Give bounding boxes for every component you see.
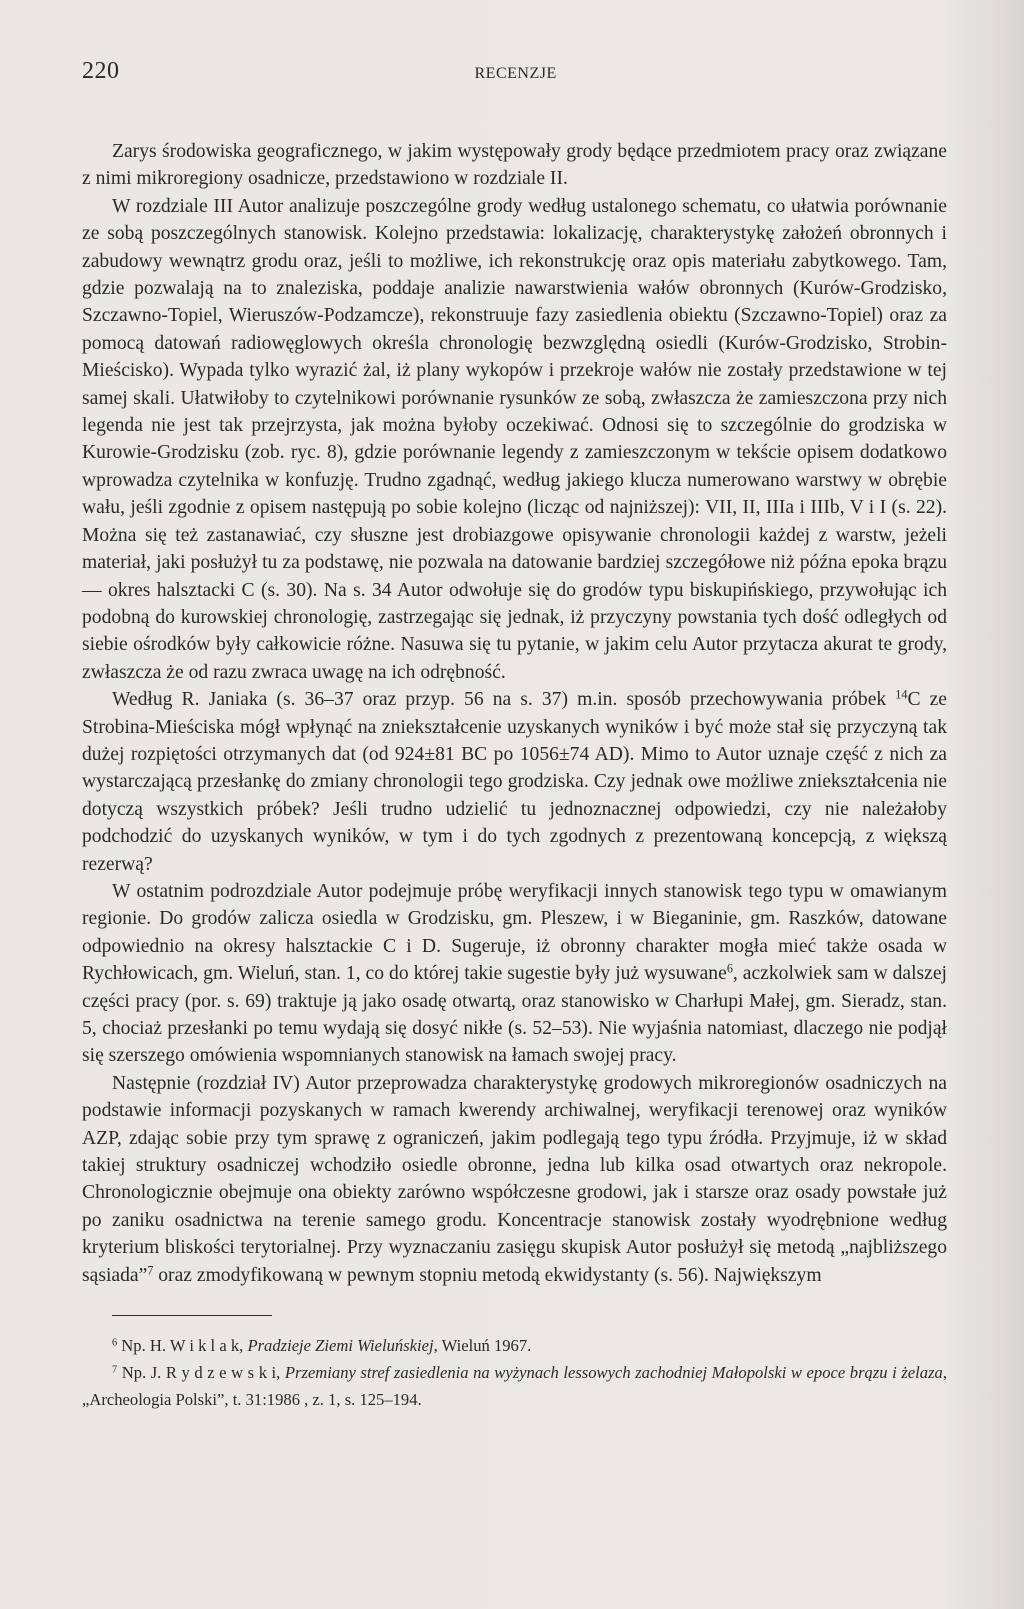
paragraph [82, 878, 947, 1070]
footnote-marker: 7 [147, 1262, 154, 1277]
text-run: Zarys środowiska geograficznego, w jakim występowały grody będące przedmiotem pracy oraz związane z nimi mikroregiony osadnicze, przedstawiono w rozdziale II. [82, 141, 947, 190]
footnotes [82, 1332, 947, 1413]
footnote [82, 1332, 947, 1359]
italic-text: Pradzieje Ziemi Wieluńskiej [247, 1336, 434, 1356]
page-header [82, 58, 947, 98]
text-run: , Wieluń 1967. [433, 1336, 532, 1356]
text-run: oraz zmodyfikowaną w pewnym stopniu metodą ekwidystanty (s. 56). Największym [153, 1264, 822, 1286]
running-head: RECENZJE [474, 65, 557, 82]
footnote-marker: 14 [895, 687, 908, 702]
footnote-marker: 6 [726, 961, 733, 976]
text-run: W ostatnim podrozdziale Autor podejmuje próbę weryfikacji innych stanowisk tego typu w omawianym regionie. Do grodów zalicza osiedla w Grodzisku, gm. Pleszew, i w Bieganinie, gm. Raszków, datowane odpowiednio na okresy halsztackie C i D. Sugeruje, iż obronny charakter mogła mieć także osada w Rychłowicach, gm. Wieluń, stan. 1, co do której takie sugestie były już wysuwane [82, 880, 947, 985]
italic-text: Przemiany stref zasiedlenia na wyżynach lessowych zachodniej Małopolski w epoce brązu i żelaza [284, 1363, 943, 1383]
text-run: W rozdziale III Autor analizuje poszczególne grody według ustalonego schematu, co ułatwia porównanie ze sobą poszczególnych stanowisk. Kolejno przedstawia: lokalizację, charakterystykę założeń obronnych i zabudowy wewnątrz grodu oraz, jeśli to możliwe, ich rekonstrukcję oraz opis materiału zabytkowego. Tam, gdzie pozwalają na to znaleziska, poddaje analizie nawarstwienia wałów obronnych (Kurów-Grodzisko, Szczawno-Topiel, Wieruszów-Podzamcze), rekonstruuje fazy zasiedlenia obiektu (Szczawno-Topiel) oraz za pomocą datowań radiowęglowych określa chronologię bezwzględną osiedli (Kurów-Grodzisko, Strobin-Mieścisko). Wypada tylko wyrazić żal, iż plany wykopów i przekroje wałów nie zostały przedstawione w tej samej skali. Ułatwiłoby to czytelnikowi porównanie rysunków ze sobą, zwłaszcza że zamieszczona przy nich legenda nie jest tak przejrzysta, jak można byłoby oczekiwać. Odnosi się to szczególnie do grodziska w Kurowie-Grodzisku (zob. ryc. 8), gdzie porównanie legendy z zamieszczonym w tekście opisem dodatkowo wprowadza czytelnika w konfuzję. Trudno zgadnąć, według jakiego klucza numerowano warstwy w obrębie wału, jeśli zgodnie z opisem następują po sobie kolejno (licząc od najniższej): VII, II, IIIa i IIIb, V i I (s. 22). Można się też zastanawiać, czy słuszne jest drobiazgowe opisywanie chronologii każdej z warstw, jeżeli materiał, jaki posłużył tu za podstawę, nie pozwala na datowanie bardziej szczegółowe niż późna epoka brązu — okres halsztacki C (s. 30). Na s. 34 Autor odwołuje się do grodów typu biskupińskiego, przywołując ich podobną do kurowskiej chronologię, zastrzegając się jednak, iż przyczyny powstania tych dość odległych od siebie ośrodków były całkowicie różne. Nasuwa się tu pytanie, w jakim celu Autor przytacza akurat te grody, zwłaszcza że od razu zwraca uwagę na ich odrębność. [82, 195, 947, 683]
page-number: 220 [82, 58, 120, 84]
text-run: Według R. Janiaka (s. 36–37 oraz przyp. 56 na s. 37) m.in. sposób przechowywania próbek [112, 689, 896, 711]
footnote-marker: 7 [112, 1364, 118, 1376]
paragraph [82, 1070, 947, 1289]
footnote-separator [112, 1315, 272, 1316]
footnote-marker: 6 [112, 1337, 118, 1349]
text-run: C ze Strobina-Mieściska mógł wpłynąć na zniekształcenie uzyskanych wyników i być może stał się przyczyną tak dużej rozpiętości otrzymanych dat (od 924±81 BC po 1056±74 AD). Mimo to Autor uznaje część z nich za wystarczającą przesłankę do zmiany chronologii tego grodziska. Czy jednak owe możliwe zniekształcenia nie dotyczą wszystkich próbek? Jeśli trudno udzielić tu jednoznacznej odpowiedzi, czy nie należałoby podchodzić do uzyskanych wyników, w tym i do tych zgodnych z prezentowaną koncepcją, z większą rezerwą? [82, 689, 947, 875]
text-run: Następnie (rozdział IV) Autor przeprowadza charakterystykę grodowych mikroregionów osadniczych na podstawie informacji pozyskanych w ramach kwerendy archiwalnej, weryfikacji terenowej oraz wyników AZP, zdając sobie przy tym sprawę z ograniczeń, jakim podlegają tego typu źródła. Przyjmuje, iż w skład takiej struktury osadniczej wchodziło osiedle obronne, jedna lub kilka osad otwartych oraz nekropole. Chronologicznie obejmuje ona obiekty zarówno współczesne grodowi, jak i starsze oraz osady powstałe już po zaniku osadnictwa na terenie samego grodu. Koncentracje stanowisk zostały wyodrębnione według kryterium bliskości terytorialnej. Przy wyznaczaniu zasięgu skupisk Autor posłużył się metodą „najbliższego sąsiada” [82, 1072, 947, 1286]
paragraph [82, 686, 947, 878]
text-run: , „Archeologia Polski”, t. 31:1986 , z. 1, s. 125–194. [82, 1363, 947, 1410]
body-text [82, 138, 947, 1289]
text-run: Np. H. W i k l a k, [117, 1336, 248, 1356]
paragraph [82, 193, 947, 686]
text-run: , aczkolwiek sam w dalszej części pracy (por. s. 69) traktuje ją jako osadę otwartą, oraz stanowisko w Charłupi Małej, gm. Sieradz, stan. 5, chociaż przesłanki po temu wydają się dosyć nikłe (s. 52–53). Nie wyjaśnia natomiast, dlaczego nie podjął się szerszego omówienia wspomnianych stanowisk na łamach swojej pracy. [82, 963, 947, 1067]
paragraph [82, 138, 947, 193]
footnote [82, 1359, 947, 1413]
text-run: Np. J. R y d z e w s k i, [117, 1363, 285, 1383]
